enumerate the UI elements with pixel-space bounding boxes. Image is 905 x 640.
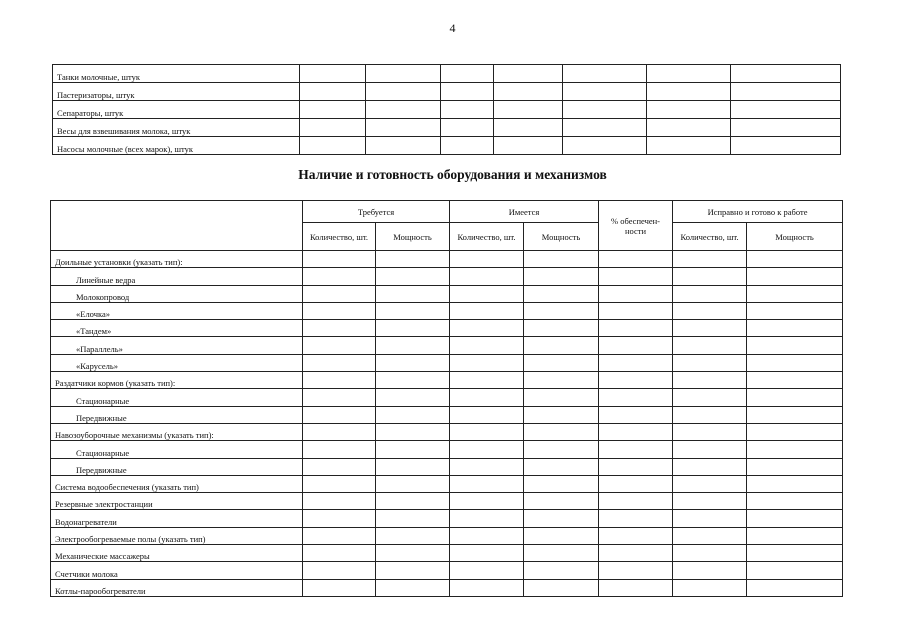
empty-cell — [599, 562, 673, 579]
empty-cell — [673, 251, 747, 268]
empty-cell — [303, 389, 376, 406]
empty-cell — [673, 493, 747, 510]
empty-cell — [494, 65, 563, 83]
empty-cell — [599, 389, 673, 406]
empty-cell — [376, 354, 450, 371]
empty-cell — [376, 579, 450, 596]
empty-cell — [673, 475, 747, 492]
empty-cell — [303, 475, 376, 492]
empty-cell — [450, 285, 524, 302]
empty-cell — [647, 137, 731, 155]
table-row — [53, 137, 841, 155]
row-label: Молокопровод — [51, 285, 303, 302]
empty-cell — [303, 562, 376, 579]
empty-cell — [441, 65, 494, 83]
empty-cell — [376, 510, 450, 527]
empty-cell — [599, 423, 673, 440]
empty-cell — [673, 423, 747, 440]
empty-cell — [599, 545, 673, 562]
empty-cell — [450, 320, 524, 337]
empty-cell — [494, 119, 563, 137]
empty-cell — [303, 406, 376, 423]
empty-cell — [450, 354, 524, 371]
header-available-quantity: Количество, шт. — [450, 223, 524, 251]
row-label: Электрообогреваемые полы (указать тип) — [51, 527, 303, 544]
header-required: Требуется — [303, 201, 450, 223]
table-row — [51, 545, 843, 562]
empty-cell — [524, 251, 599, 268]
empty-cell — [303, 441, 376, 458]
empty-cell — [441, 83, 494, 101]
empty-cell — [524, 579, 599, 596]
empty-cell — [524, 562, 599, 579]
empty-cell — [524, 268, 599, 285]
header-available: Имеется — [450, 201, 599, 223]
empty-cell — [524, 406, 599, 423]
empty-cell — [450, 562, 524, 579]
empty-cell — [303, 285, 376, 302]
empty-cell — [673, 320, 747, 337]
empty-cell — [747, 389, 843, 406]
empty-cell — [524, 285, 599, 302]
empty-cell — [599, 441, 673, 458]
empty-cell — [673, 562, 747, 579]
empty-cell — [376, 285, 450, 302]
row-label: Счетчики молока — [51, 562, 303, 579]
row-label: Резервные электростанции — [51, 493, 303, 510]
row-label: Котлы-парообогреватели — [51, 579, 303, 596]
empty-cell — [366, 83, 441, 101]
empty-cell — [747, 406, 843, 423]
table-row — [51, 406, 843, 423]
empty-cell — [747, 562, 843, 579]
empty-cell — [747, 458, 843, 475]
empty-cell — [673, 458, 747, 475]
empty-cell — [441, 137, 494, 155]
empty-cell — [599, 285, 673, 302]
row-label: Стационарные — [51, 441, 303, 458]
empty-cell — [599, 510, 673, 527]
header-percent: % обеспечен-ности — [599, 201, 673, 251]
empty-cell — [450, 251, 524, 268]
empty-cell — [747, 268, 843, 285]
row-label: Сепараторы, штук — [53, 101, 300, 119]
empty-cell — [563, 83, 647, 101]
row-label: Стационарные — [51, 389, 303, 406]
empty-cell — [673, 406, 747, 423]
empty-cell — [441, 101, 494, 119]
empty-cell — [731, 65, 841, 83]
row-label: «Параллель» — [51, 337, 303, 354]
row-label: Линейные ведра — [51, 268, 303, 285]
empty-cell — [599, 251, 673, 268]
row-label: Доильные установки (указать тип): — [51, 251, 303, 268]
empty-cell — [524, 493, 599, 510]
empty-cell — [441, 119, 494, 137]
empty-cell — [747, 337, 843, 354]
row-label: Передвижные — [51, 406, 303, 423]
empty-cell — [376, 562, 450, 579]
table-row — [51, 337, 843, 354]
empty-cell — [450, 458, 524, 475]
empty-cell — [303, 423, 376, 440]
table-row — [51, 579, 843, 596]
row-label: Весы для взвешивания молока, штук — [53, 119, 300, 137]
table-row — [51, 354, 843, 371]
empty-cell — [303, 251, 376, 268]
empty-cell — [494, 137, 563, 155]
row-label: Механические массажеры — [51, 545, 303, 562]
empty-cell — [731, 137, 841, 155]
empty-cell — [524, 372, 599, 389]
empty-cell — [366, 101, 441, 119]
empty-cell — [563, 65, 647, 83]
empty-cell — [450, 302, 524, 319]
page-number: 4 — [449, 21, 456, 35]
empty-cell — [376, 251, 450, 268]
table-row — [51, 423, 843, 440]
header-required-power: Мощность — [376, 223, 450, 251]
empty-cell — [303, 510, 376, 527]
empty-cell — [366, 119, 441, 137]
empty-cell — [747, 510, 843, 527]
empty-cell — [524, 337, 599, 354]
table-row — [53, 119, 841, 137]
empty-cell — [731, 83, 841, 101]
row-label: Навозоуборочные механизмы (указать тип): — [51, 423, 303, 440]
empty-cell — [303, 545, 376, 562]
empty-cell — [673, 527, 747, 544]
empty-cell — [524, 354, 599, 371]
empty-cell — [747, 251, 843, 268]
row-label: Танки молочные, штук — [53, 65, 300, 83]
table-row — [51, 389, 843, 406]
empty-cell — [673, 372, 747, 389]
row-label: Раздатчики кормов (указать тип): — [51, 372, 303, 389]
table-row — [51, 268, 843, 285]
empty-cell — [673, 285, 747, 302]
empty-cell — [303, 354, 376, 371]
empty-cell — [599, 354, 673, 371]
empty-cell — [450, 510, 524, 527]
empty-cell — [747, 545, 843, 562]
empty-cell — [524, 545, 599, 562]
empty-cell — [450, 423, 524, 440]
empty-cell — [524, 510, 599, 527]
empty-cell — [599, 320, 673, 337]
table-row — [51, 458, 843, 475]
table-row — [51, 285, 843, 302]
table-row — [51, 527, 843, 544]
empty-cell — [647, 101, 731, 119]
empty-cell — [303, 493, 376, 510]
empty-cell — [563, 101, 647, 119]
row-label: Водонагреватели — [51, 510, 303, 527]
header-ready-power: Мощность — [747, 223, 843, 251]
empty-cell — [300, 101, 366, 119]
table-row — [51, 251, 843, 268]
empty-cell — [747, 527, 843, 544]
empty-cell — [303, 527, 376, 544]
empty-cell — [599, 527, 673, 544]
empty-cell — [376, 337, 450, 354]
empty-cell — [450, 475, 524, 492]
empty-cell — [673, 389, 747, 406]
empty-cell — [450, 527, 524, 544]
row-label: Насосы молочные (всех марок), штук — [53, 137, 300, 155]
empty-cell — [673, 337, 747, 354]
header-ready-quantity: Количество, шт. — [673, 223, 747, 251]
section-title: Наличие и готовность оборудования и механизмов — [298, 167, 607, 182]
empty-cell — [524, 458, 599, 475]
empty-cell — [450, 545, 524, 562]
empty-cell — [647, 65, 731, 83]
table-row — [51, 302, 843, 319]
empty-cell — [376, 545, 450, 562]
empty-cell — [450, 372, 524, 389]
empty-cell — [524, 302, 599, 319]
empty-cell — [300, 137, 366, 155]
empty-cell — [673, 354, 747, 371]
empty-cell — [673, 302, 747, 319]
empty-cell — [599, 406, 673, 423]
empty-cell — [366, 65, 441, 83]
empty-cell — [303, 302, 376, 319]
empty-cell — [747, 423, 843, 440]
table-row — [53, 83, 841, 101]
empty-cell — [376, 493, 450, 510]
empty-cell — [731, 101, 841, 119]
empty-cell — [450, 441, 524, 458]
header-available-power: Мощность — [524, 223, 599, 251]
empty-cell — [303, 372, 376, 389]
empty-cell — [376, 406, 450, 423]
empty-cell — [300, 65, 366, 83]
empty-cell — [747, 493, 843, 510]
empty-cell — [376, 389, 450, 406]
table-row — [53, 101, 841, 119]
empty-cell — [731, 119, 841, 137]
empty-cell — [303, 579, 376, 596]
empty-cell — [450, 337, 524, 354]
empty-cell — [376, 423, 450, 440]
empty-cell — [673, 579, 747, 596]
empty-cell — [673, 441, 747, 458]
empty-cell — [303, 337, 376, 354]
empty-cell — [450, 579, 524, 596]
table-row — [51, 562, 843, 579]
empty-cell — [647, 119, 731, 137]
table-row — [53, 65, 841, 83]
empty-cell — [376, 320, 450, 337]
empty-cell — [494, 83, 563, 101]
empty-cell — [376, 268, 450, 285]
empty-cell — [524, 475, 599, 492]
empty-cell — [747, 372, 843, 389]
empty-cell — [300, 83, 366, 101]
empty-cell — [524, 320, 599, 337]
empty-cell — [747, 320, 843, 337]
row-label: «Карусель» — [51, 354, 303, 371]
table-row — [51, 493, 843, 510]
milk-equipment-table — [52, 64, 841, 155]
table-row — [51, 441, 843, 458]
empty-cell — [673, 268, 747, 285]
empty-cell — [300, 119, 366, 137]
empty-cell — [303, 268, 376, 285]
empty-cell — [599, 268, 673, 285]
empty-cell — [599, 493, 673, 510]
empty-cell — [647, 83, 731, 101]
empty-cell — [376, 372, 450, 389]
header-name-cell — [51, 201, 303, 251]
empty-cell — [450, 493, 524, 510]
empty-cell — [303, 458, 376, 475]
table-row — [51, 510, 843, 527]
empty-cell — [747, 285, 843, 302]
empty-cell — [450, 268, 524, 285]
empty-cell — [366, 137, 441, 155]
empty-cell — [747, 579, 843, 596]
empty-cell — [747, 354, 843, 371]
empty-cell — [376, 302, 450, 319]
empty-cell — [563, 137, 647, 155]
empty-cell — [747, 441, 843, 458]
table-row — [51, 475, 843, 492]
empty-cell — [524, 527, 599, 544]
row-label: Пастеризаторы, штук — [53, 83, 300, 101]
empty-cell — [450, 389, 524, 406]
empty-cell — [524, 423, 599, 440]
empty-cell — [599, 372, 673, 389]
empty-cell — [673, 545, 747, 562]
table-row — [51, 372, 843, 389]
row-label: Система водообеспечения (указать тип) — [51, 475, 303, 492]
header-required-quantity: Количество, шт. — [303, 223, 376, 251]
empty-cell — [599, 302, 673, 319]
table-row — [51, 320, 843, 337]
empty-cell — [376, 458, 450, 475]
empty-cell — [599, 475, 673, 492]
empty-cell — [599, 337, 673, 354]
empty-cell — [524, 441, 599, 458]
empty-cell — [747, 475, 843, 492]
empty-cell — [599, 579, 673, 596]
empty-cell — [747, 302, 843, 319]
empty-cell — [376, 441, 450, 458]
empty-cell — [563, 119, 647, 137]
empty-cell — [376, 475, 450, 492]
empty-cell — [376, 527, 450, 544]
empty-cell — [524, 389, 599, 406]
empty-cell — [673, 510, 747, 527]
equipment-readiness-table — [50, 200, 843, 597]
empty-cell — [599, 458, 673, 475]
row-label: Передвижные — [51, 458, 303, 475]
row-label: «Елочка» — [51, 302, 303, 319]
empty-cell — [303, 320, 376, 337]
row-label: «Тандем» — [51, 320, 303, 337]
header-ready: Исправно и готово к работе — [673, 201, 843, 223]
empty-cell — [494, 101, 563, 119]
empty-cell — [450, 406, 524, 423]
